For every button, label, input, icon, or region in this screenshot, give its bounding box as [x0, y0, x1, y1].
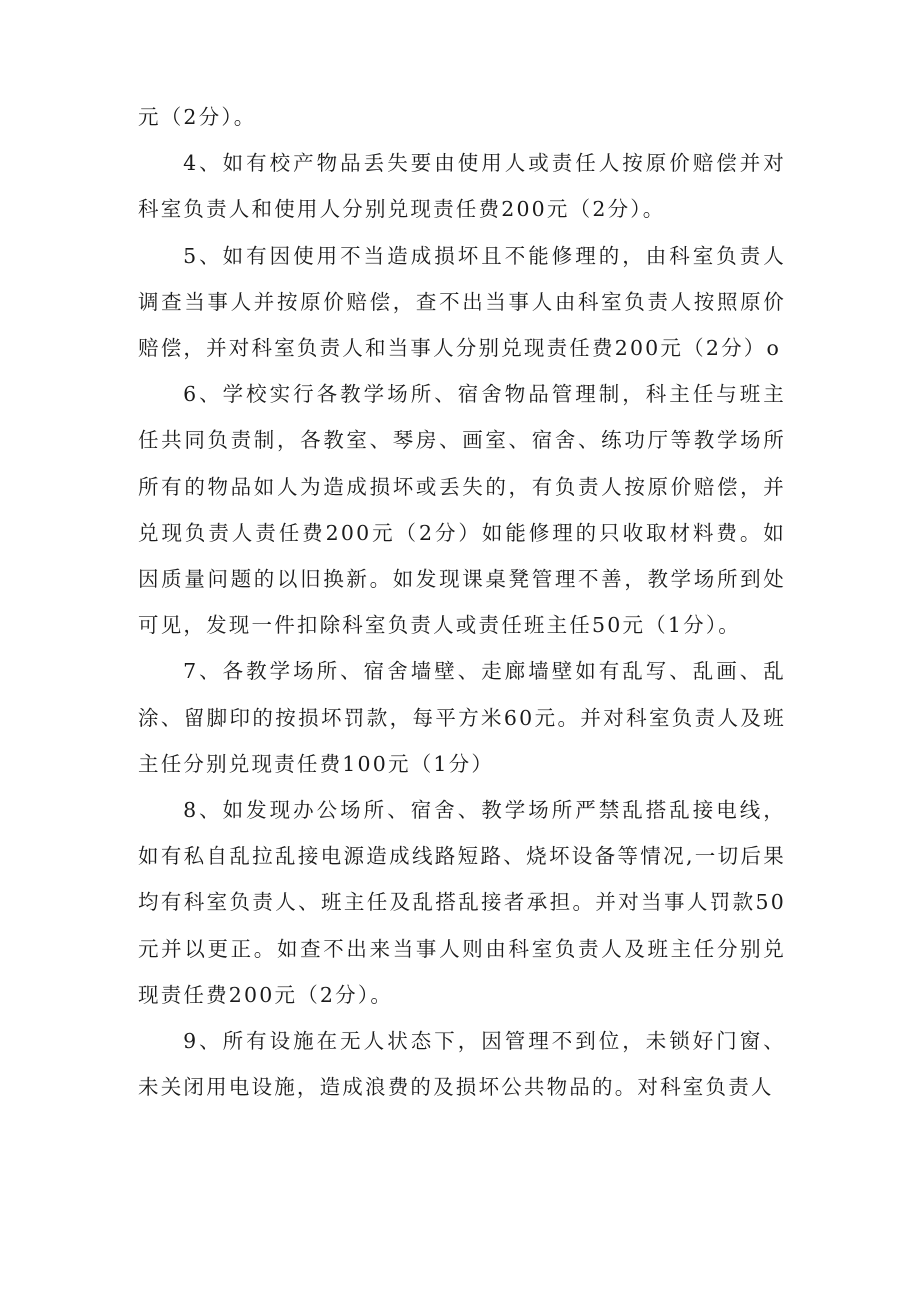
paragraph-item-4: 4、如有校产物品丢失要由使用人或责任人按原价赔偿并对科室负责人和使用人分别兑现责任费200元（2分）。: [138, 151, 786, 222]
paragraph-item-7: 7、各教学场所、宿舍墙壁、走廊墙壁如有乱写、乱画、乱涂、留脚印的按损坏罚款，每平方米60元。并对科室负责人及班主任分别兑现责任费100元（1分）: [138, 659, 786, 776]
paragraph-item-5: 5、如有因使用不当造成损坏且不能修理的，由科室负责人调查当事人并按原价赔偿，查不出当事人由科室负责人按照原价赔偿，并对科室负责人和当事人分别兑现责任费200元（2分）o: [138, 243, 786, 361]
paragraph-item-9: 9、所有设施在无人状态下，因管理不到位，未锁好门窗、未关闭用电设施，造成浪费的及损坏公共物品的。对科室负责人: [138, 1029, 786, 1100]
paragraph-continuation: 元（2分）。: [138, 105, 257, 129]
paragraph-item-8: 8、如发现办公场所、宿舍、教学场所严禁乱搭乱接电线，如有私自乱拉乱接电源造成线路短路、烧坏设备等情况,一切后果均有科室负责人、班主任及乱搭乱接者承担。并对当事人罚款50元并以更正。如查不出来当事人则由科室负责人及班主任分别兑现责任费200元（2分）。: [138, 798, 786, 1007]
document-body: [138, 94, 786, 1110]
paragraph-item-6: 6、学校实行各教学场所、宿舍物品管理制，科主任与班主任共同负责制，各教室、琴房、画室、宿舍、练功厅等教学场所所有的物品如人为造成损坏或丢失的，有负责人按原价赔偿，并兑现负责人责任费200元（2分）如能修理的只收取材料费。如因质量问题的以旧换新。如发现课桌凳管理不善，教学场所到处可见，发现一件扣除科室负责人或责任班主任50元（1分）。: [138, 382, 786, 638]
